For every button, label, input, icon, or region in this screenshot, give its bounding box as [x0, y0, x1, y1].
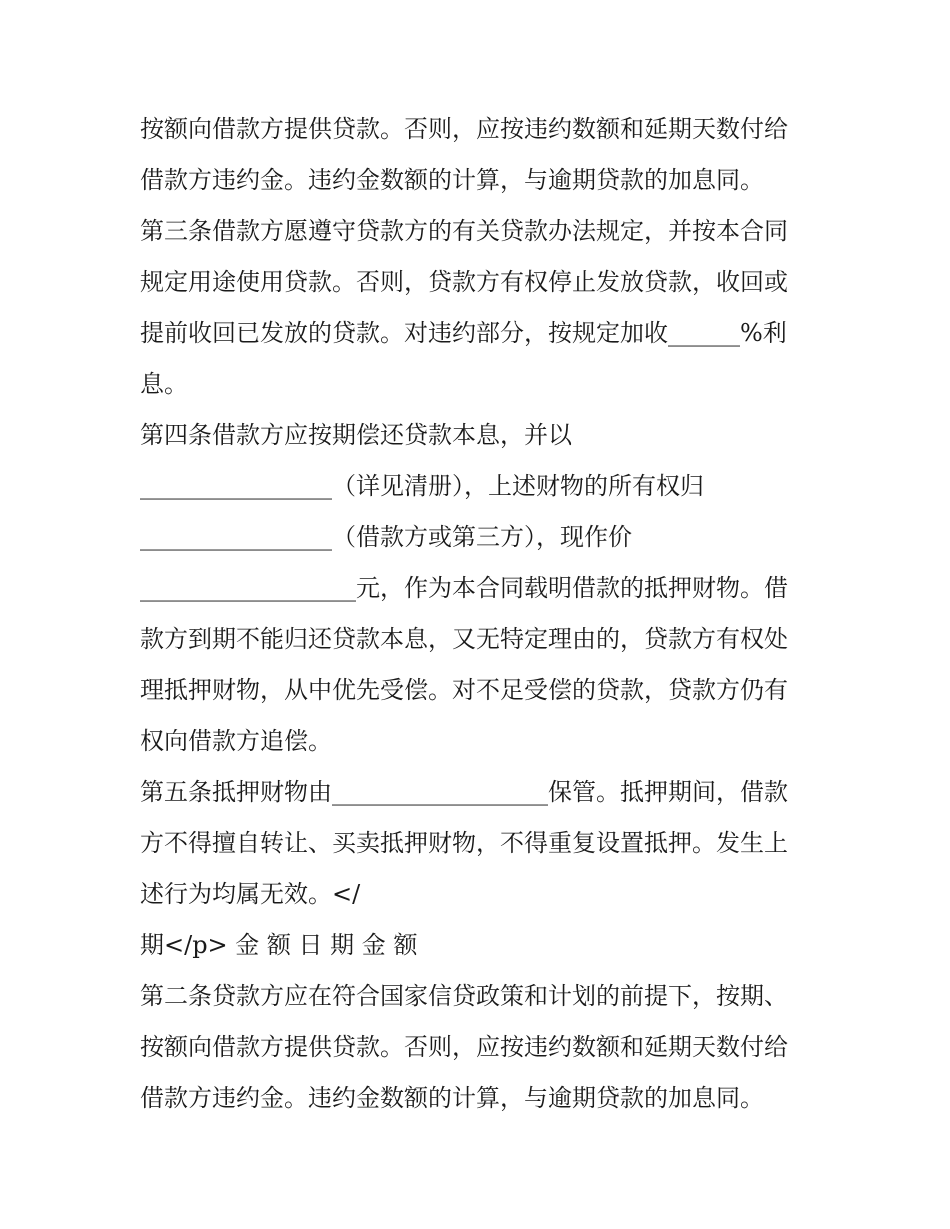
text-line: 权向借款方追偿。 — [140, 727, 332, 755]
text-line: __________________元，作为本合同载明借款的抵押财物。借 — [140, 574, 788, 602]
text-line: 借款方违约金。违约金数额的计算，与逾期贷款的加息同。 — [140, 1084, 764, 1112]
text-line: 按额向借款方提供贷款。否则，应按违约数额和延期天数付给 — [140, 1033, 788, 1061]
text-line: 期</p> 金 额 日 期 金 额 — [140, 931, 418, 959]
text-line: 款方到期不能归还贷款本息，又无特定理由的，贷款方有权处 — [140, 625, 788, 653]
text-line: 借款方违约金。违约金数额的计算，与逾期贷款的加息同。 — [140, 166, 764, 194]
text-line: 第三条借款方愿遵守贷款方的有关贷款办法规定，并按本合同 — [140, 217, 788, 245]
text-line: 述行为均属无效。</ — [140, 880, 361, 908]
text-line: 息。 — [140, 370, 188, 398]
text-line: 提前收回已发放的贷款。对违约部分，按规定加收______%利 — [140, 319, 787, 347]
document-body — [140, 104, 820, 1124]
text-line: 规定用途使用贷款。否则，贷款方有权停止发放贷款，收回或 — [140, 268, 788, 296]
text-line: 方不得擅自转让、买卖抵押财物，不得重复设置抵押。发生上 — [140, 829, 788, 857]
text-line: 按额向借款方提供贷款。否则，应按违约数额和延期天数付给 — [140, 115, 788, 143]
text-line: ________________（详见清册），上述财物的所有权归 — [140, 472, 704, 500]
text-line: ________________（借款方或第三方），现作价 — [140, 523, 632, 551]
text-line: 理抵押财物，从中优先受偿。对不足受偿的贷款，贷款方仍有 — [140, 676, 788, 704]
text-line: 第五条抵押财物由__________________保管。抵押期间，借款 — [140, 778, 788, 806]
text-line: 第四条借款方应按期偿还贷款本息，并以 — [140, 421, 572, 449]
text-line: 第二条贷款方应在符合国家信贷政策和计划的前提下，按期、 — [140, 982, 788, 1010]
